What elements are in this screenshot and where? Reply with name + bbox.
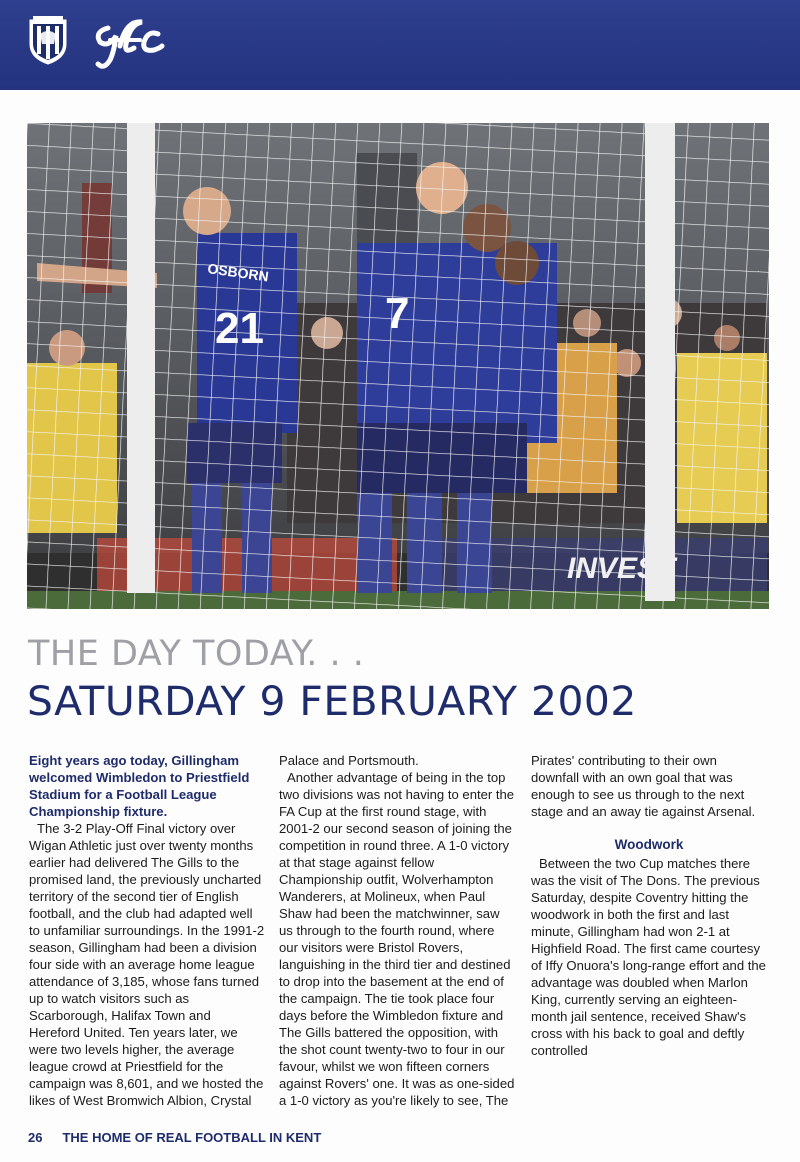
text-column-1 <box>29 752 265 1109</box>
page-footer <box>28 1130 341 1145</box>
page-header-band <box>0 0 800 90</box>
body-paragraph: Another advantage of being in the top two divisions was not having to enter the FA Cup at the first round stage, with 2001-2 our second season of joining the competition in round three. A 1-0 victory at that stage against fellow Championship outfit, Wolverhampton Wanderers, at Molineux, when Paul Shaw had been the matchwinner, saw us through to the fourth round, where our visitors were Bristol Rovers, languishing in the third tier and destined to drop into the basement at the end of the campaign. The tie took place four days before the Wimbledon fixture and The Gills battered the opposition, with the shot count twenty-two to four in our favour, whilst we won fifteen corners against Rovers' one. It was as one-sided a 1-0 victory as you're likely to see, The <box>279 770 515 1108</box>
page-number: 26 <box>28 1130 43 1145</box>
body-paragraph-continued: Pirates' contributing to their own downfall with an own goal that was enough to see us through to the next stage and an away tie against Arsenal. <box>531 753 756 819</box>
text-column-3 <box>531 752 767 1059</box>
subheading-woodwork: Woodwork <box>614 837 684 852</box>
article-kicker: THE DAY TODAY. . . <box>28 634 365 674</box>
gfc-monogram-logo <box>90 10 170 70</box>
club-crest-icon <box>28 14 68 66</box>
gfc-script-icon <box>90 10 170 70</box>
footer-tagline: THE HOME OF REAL FOOTBALL IN KENT <box>62 1130 322 1145</box>
goal-post-left <box>127 123 155 593</box>
body-paragraph: The 3-2 Play-Off Final victory over Wigan Athletic just over twenty months earlier had delivered The Gills to the promised land, the previously uncharted territory of the second tier of English football, and the club had adapted well to unfamiliar surroundings. In the 1991-2 season, Gillingham had been a division four side with an average home league attendance of 3,185, whose fans turned up to watch visitors such as Scarborough, Halifax Town and Hereford United. Ten years later, we were two levels higher, the average league crowd at Priestfield for the campaign was 8,601, and we hosted the likes of West Bromwich Albion, Crystal <box>29 821 265 1108</box>
article-headline: SATURDAY 9 FEBRUARY 2002 <box>27 679 637 725</box>
body-paragraph-continued: Palace and Portsmouth. <box>279 753 419 768</box>
lead-paragraph: Eight years ago today, Gillingham welcomed Wimbledon to Priestfield Stadium for a Football League Championship fixture. <box>29 753 250 819</box>
body-paragraph: Between the two Cup matches there was the visit of The Dons. The previous Saturday, despite Coventry hitting the woodwork in both the first and last minute, Gillingham had won 2-1 at Highfield Road. The first came courtesy of Iffy Onuora's long-range effort and the advantage was doubled when Marlon King, currently serving an eighteen-month jail sentence, received Shaw's cross with his back to goal and deftly controlled <box>531 856 766 1058</box>
text-column-2 <box>279 752 515 1109</box>
goal-post-right <box>645 123 675 601</box>
celebration-photo <box>27 123 769 609</box>
